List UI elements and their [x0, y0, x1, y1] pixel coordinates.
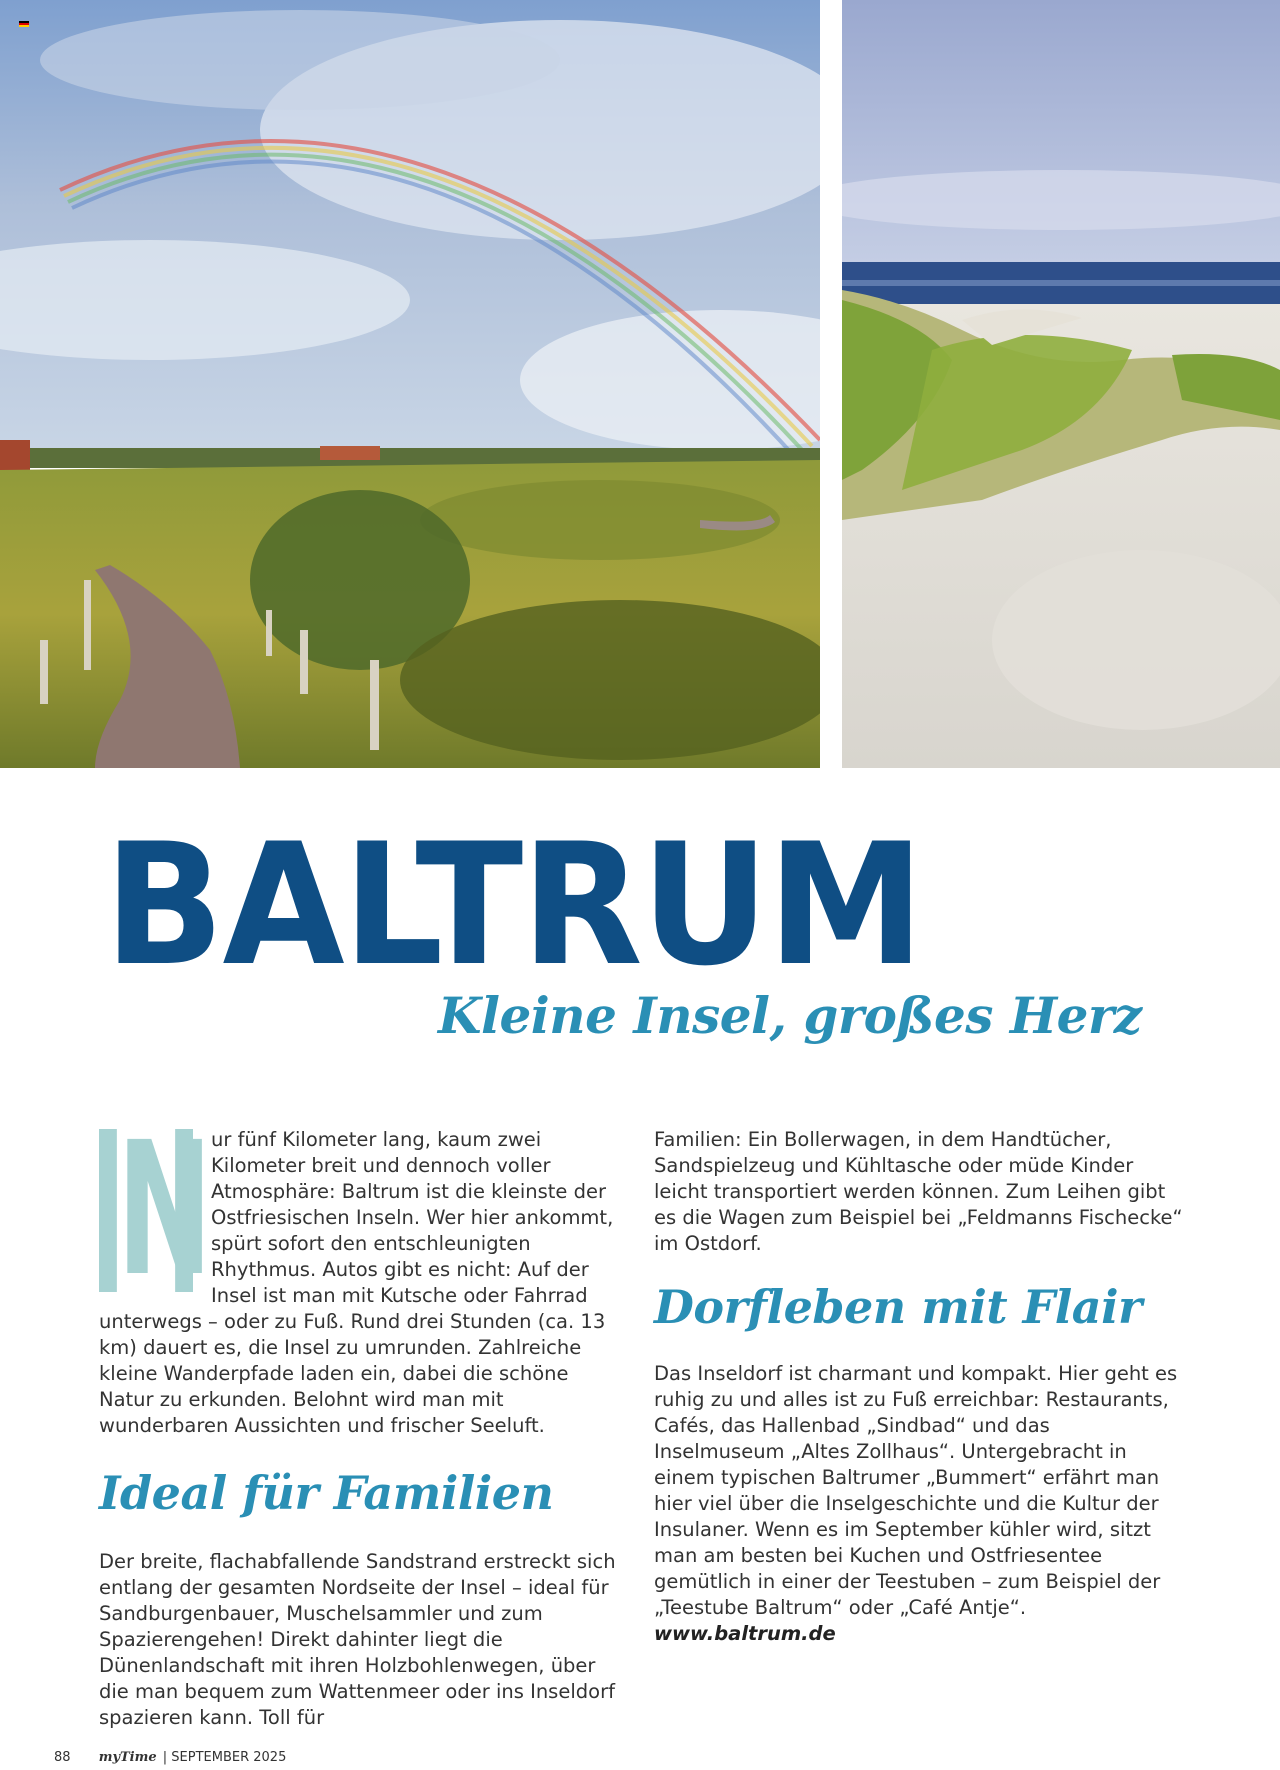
website-link[interactable]: www.baltrum.de	[654, 1622, 836, 1645]
right-column	[654, 1127, 1184, 1647]
magazine-logo: myTime	[98, 1750, 157, 1765]
section-paragraph-familien: Der breite, flachabfallende Sandstrand erstreckt sich entlang der gesamten Nordseite der Insel – ideal für Sandburgenbauer, Muschelsammler und zum Spazierengehen! Direkt dahinter liegt die Dünenlandschaft mit ihren Holzbohlenwegen, über die man bequem zum Wattenmeer oder ins Inseldorf spazieren kann. Toll für	[99, 1550, 616, 1729]
beach-illustration	[842, 0, 1280, 768]
section-heading-familien: Ideal für Familien	[99, 1466, 554, 1520]
section-paragraph-dorfleben: Das Inseldorf ist charmant und kompakt. Hier geht es ruhig zu und alles ist zu Fuß erreichbar: Restaurants, Cafés, das Hallenbad „Sindbad“ und das Inselmuseum „Altes Zollhaus“. Untergebracht in einem typischen Baltrumer „Bummert“ erfährt man hier viel über die Inselgeschichte und die Kultur der Insulaner. Wenn es im September kühler wird, sitzt man am besten bei Kuchen und Ostfriesentee gemütlich in einer der Teestuben – zum Beispiel der „Teestube Baltrum“ oder „Café Antje“.	[654, 1362, 1178, 1619]
issue-date: | SEPTEMBER 2025	[162, 1750, 287, 1765]
page-footer	[54, 1750, 286, 1765]
photo-beach-dunes	[842, 0, 1280, 768]
section-paragraph-familien-continued: Familien: Ein Bollerwagen, in dem Handtücher, Sandspielzeug und Kühltasche oder müde Kinder leicht transportiert werden können. Zum Leihen gibt es die Wagen zum Beispiel bei „Feldmanns Fischecke“ im Ostdorf.	[654, 1128, 1183, 1255]
germany-flag-icon	[19, 21, 29, 27]
article-title: BALTRUM	[104, 807, 923, 1003]
dropcap-letter: N	[116, 1103, 213, 1317]
article-subtitle: Kleine Insel, großes Herz	[438, 986, 1142, 1045]
intro-paragraph: ur fünf Kilometer lang, kaum zwei Kilometer breit und dennoch voller Atmosphäre: Baltrum ist die kleinste der Ostfriesischen Inseln. Wer hier ankommt, spürt sofort den entschleunigten Rhythmus. Autos gibt es nicht: Auf der Insel ist man mit Kutsche oder Fahrrad unterwegs – oder zu Fuß. Rund drei Stunden (ca. 13 km) dauert es, die Insel zu umrunden. Zahlreiche kleine Wanderpfade laden ein, dabei die schöne Natur zu erkunden. Belohnt wird man mit wunderbaren Aussichten und frischer Seeluft.	[99, 1128, 614, 1437]
dropcap	[99, 1103, 213, 1317]
left-column	[99, 1103, 619, 1731]
page-number: 88	[54, 1750, 71, 1765]
section-heading-dorfleben: Dorfleben mit Flair	[654, 1280, 1142, 1334]
photo-dunes-rainbow	[0, 0, 820, 768]
dunes-rainbow-illustration	[0, 0, 820, 768]
